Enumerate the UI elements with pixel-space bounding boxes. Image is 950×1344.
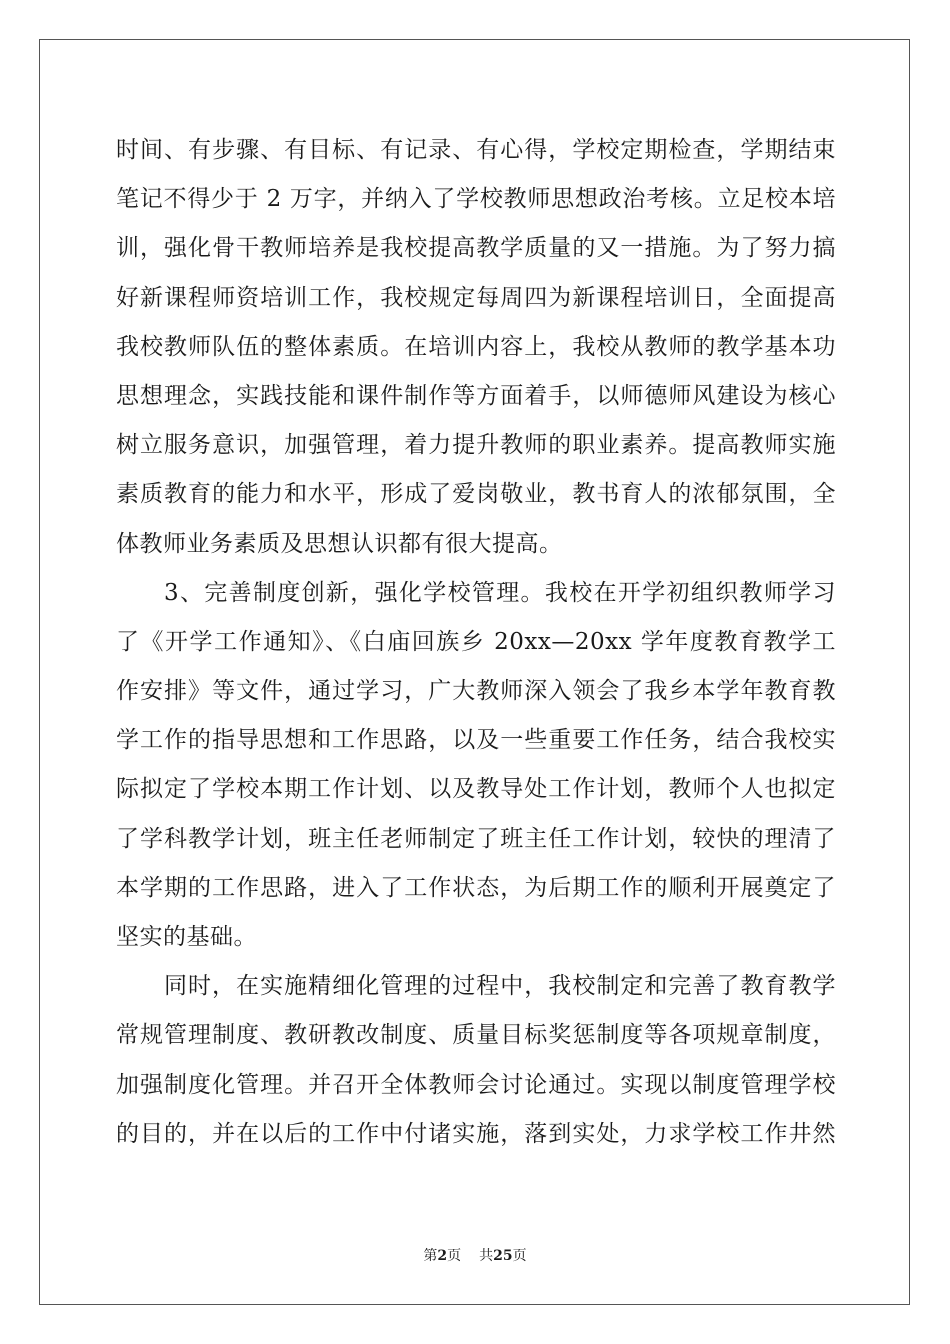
text-line: 作安排》等文件，通过学习，广大教师深入领会了我乡本学年教育教 [116, 678, 836, 705]
text-line: 了学科教学计划，班主任老师制定了班主任工作计划，较快的理清了 [116, 825, 836, 852]
text-line: 际拟定了学校本期工作计划、以及教导处工作计划，教师个人也拟定 [116, 776, 836, 803]
text-line: 我校教师队伍的整体素质。在培训内容上，我校从教师的教学基本功 [116, 333, 836, 360]
text-line: 好新课程师资培训工作，我校规定每周四为新课程培训日，全面提高 [116, 284, 836, 311]
page-footer [0, 1245, 950, 1265]
text-line: 笔记不得少于 2 万字，并纳入了学校教师思想政治考核。立足校本培 [116, 186, 836, 213]
document-body [116, 126, 836, 1159]
text-line: 学工作的指导思想和工作思路，以及一些重要工作任务，结合我校实 [116, 727, 836, 754]
text-line: 的目的，并在以后的工作中付诸实施，落到实处，力求学校工作井然 [116, 1120, 836, 1147]
text-line: 了《开学工作通知》、《白庙回族乡 20xx—20xx 学年度教育教学工 [116, 628, 836, 655]
text-line: 素质教育的能力和水平，形成了爱岗敬业，教书育人的浓郁氛围，全 [116, 481, 836, 508]
total-pages-suffix: 页 [512, 1248, 527, 1264]
text-line: 坚实的基础。 [116, 924, 257, 950]
text-line: 本学期的工作思路，进入了工作状态，为后期工作的顺利开展奠定了 [116, 874, 836, 901]
text-line: 3、完善制度创新，强化学校管理。我校在开学初组织教师学习 [164, 579, 836, 606]
total-pages-prefix: 共 [479, 1248, 494, 1264]
text-line: 树立服务意识，加强管理，着力提升教师的职业素养。提高教师实施 [116, 432, 836, 459]
text-line: 训，强化骨干教师培养是我校提高教学质量的又一措施。为了努力搞 [116, 235, 836, 262]
text-line: 思想理念，实践技能和课件制作等方面着手，以师德师风建设为核心 [116, 382, 836, 409]
text-line: 同时，在实施精细化管理的过程中，我校制定和完善了教育教学 [164, 973, 836, 1000]
text-line: 体教师业务素质及思想认识都有很大提高。 [116, 530, 563, 557]
text-line: 加强制度化管理。并召开全体教师会讨论通过。实现以制度管理学校 [116, 1071, 836, 1098]
text-line: 常规管理制度、教研教改制度、质量目标奖惩制度等各项规章制度， [116, 1022, 836, 1049]
current-page-number: 2 [437, 1248, 448, 1264]
total-page-count: 25 [493, 1248, 513, 1264]
page-number-prefix: 第 [423, 1248, 438, 1264]
page-number-suffix: 页 [447, 1248, 462, 1264]
text-line: 时间、有步骤、有目标、有记录、有心得，学校定期检查，学期结束 [116, 137, 836, 163]
